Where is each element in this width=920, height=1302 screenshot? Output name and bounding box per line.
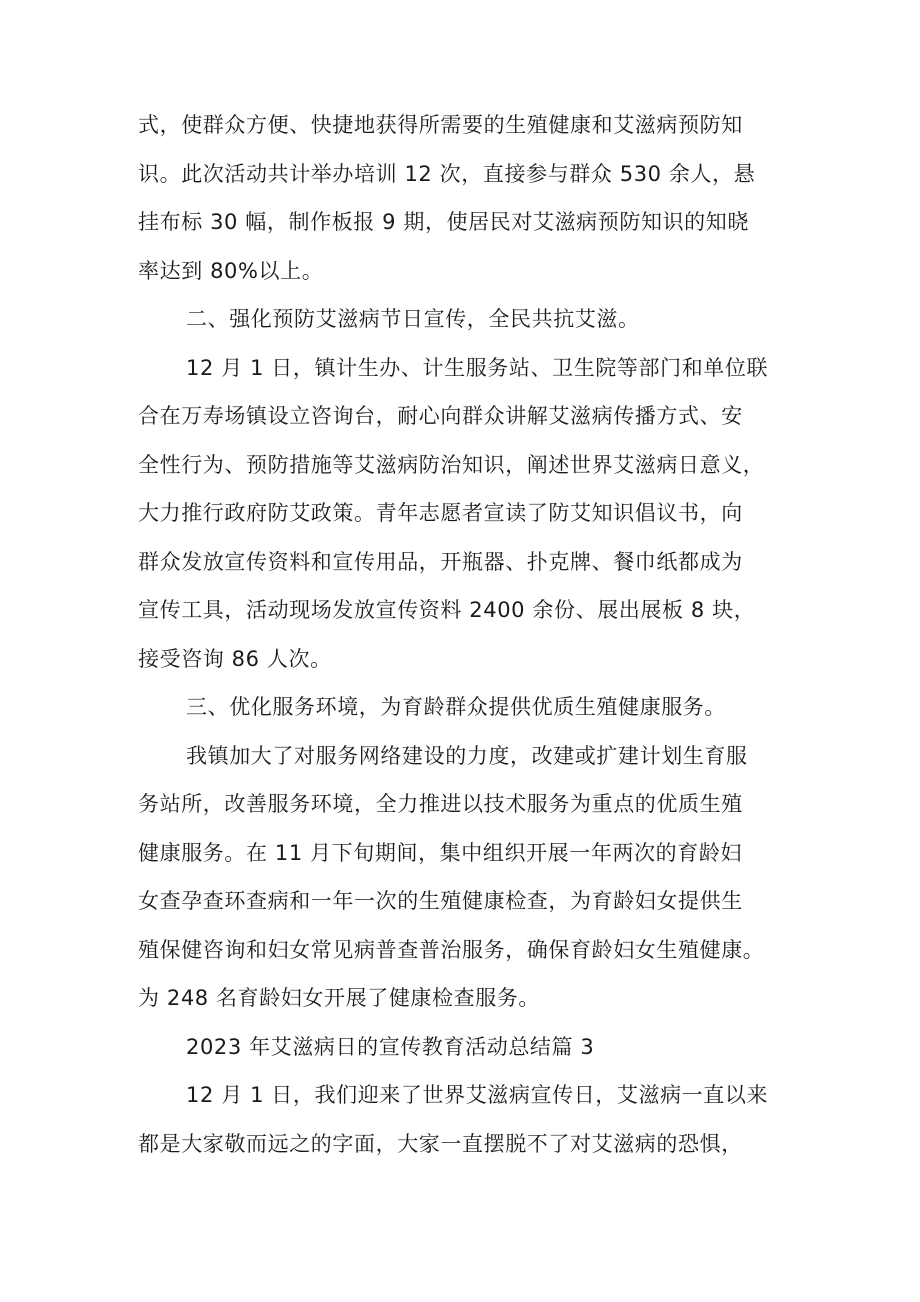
- paragraph-line: 为 248 名育龄妇女开展了健康检查服务。: [138, 986, 541, 1010]
- paragraph-line: 识。此次活动共计举办培训 12 次，直接参与群众 530 余人，悬: [138, 161, 756, 186]
- paragraph-line: 宣传工具，活动现场发放宣传资料 2400 余份、展出展板 8 块，: [138, 598, 756, 622]
- paragraph-line: 都是大家敬而远之的字面，大家一直摆脱不了对艾滋病的恐惧，: [138, 1131, 743, 1156]
- paragraph-line: 12 月 1 日，镇计生办、计生服务站、卫生院等部门和单位联: [186, 355, 769, 380]
- paragraph-line: 健康服务。在 11 月下旬期间，集中组织开展一年两次的育龄妇: [138, 840, 743, 865]
- paragraph-line: 挂布标 30 幅，制作板报 9 期，使居民对艾滋病预防知识的知晓: [138, 210, 749, 234]
- document-body: [138, 101, 798, 1168]
- paragraph-line: 群众发放宣传资料和宣传用品，开瓶器、扑克牌、餐巾纸都成为: [138, 549, 743, 574]
- paragraph-line: 接受咨询 86 人次。: [138, 646, 332, 671]
- paragraph-line: 全性行为、预防措施等艾滋病防治知识，阐述世界艾滋病日意义，: [138, 452, 765, 477]
- paragraph-line: 式，使群众方便、快捷地获得所需要的生殖健康和艾滋病预防知: [138, 113, 743, 137]
- paragraph-line: 率达到 80%以上。: [138, 258, 324, 283]
- section-heading: 三、优化服务环境，为育龄群众提供优质生殖健康服务。: [186, 695, 726, 719]
- section-heading: 二、强化预防艾滋病节日宣传，全民共抗艾滋。: [186, 307, 640, 331]
- paragraph-line: 12 月 1 日，我们迎来了世界艾滋病宣传日，艾滋病一直以来: [186, 1083, 769, 1107]
- paragraph-line: 殖保健咨询和妇女常见病普查普治服务，确保育龄妇女生殖健康。: [138, 937, 765, 962]
- paragraph-line: 务站所，改善服务环境，全力推进以技术服务为重点的优质生殖: [138, 792, 743, 816]
- article-title: 2023 年艾滋病日的宣传教育活动总结篇 3: [186, 1034, 595, 1059]
- paragraph-line: 女查孕查环查病和一年一次的生殖健康检查，为育龄妇女提供生: [138, 889, 743, 913]
- paragraph-line: 合在万寿场镇设立咨询台，耐心向群众讲解艾滋病传播方式、安: [138, 404, 743, 428]
- paragraph-line: 大力推行政府防艾政策。青年志愿者宣读了防艾知识倡议书，向: [138, 501, 743, 525]
- paragraph-line: 我镇加大了对服务网络建设的力度，改建或扩建计划生育服: [186, 743, 748, 768]
